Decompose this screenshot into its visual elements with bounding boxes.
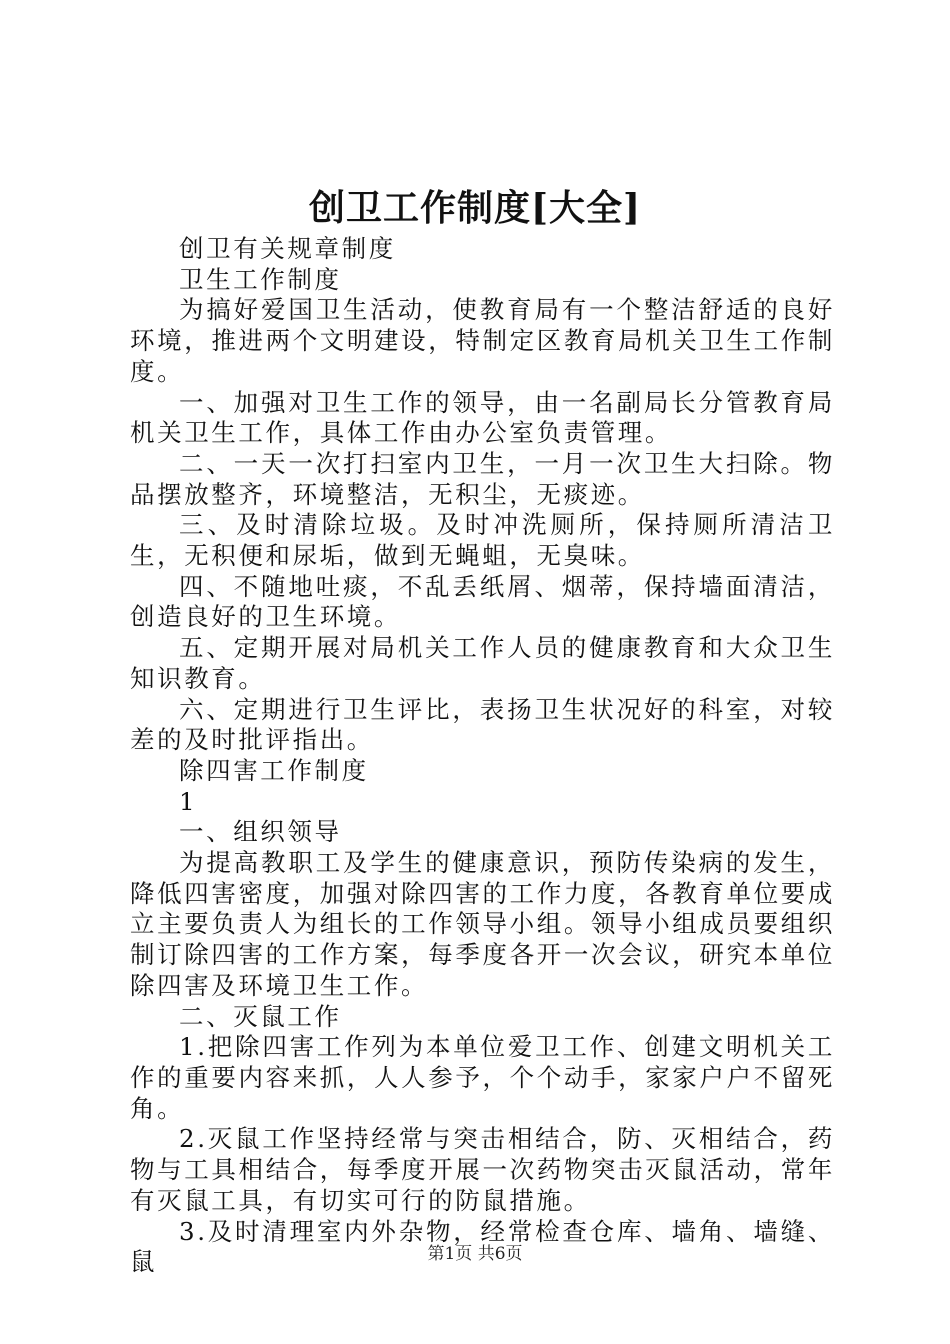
paragraph: 1.把除四害工作列为本单位爱卫工作、创建文明机关工作的重要内容来抓，人人参予，个个动手，家家户户不留死角。 <box>130 1032 835 1123</box>
paragraph: 为搞好爱国卫生活动，使教育局有一个整洁舒适的良好环境，推进两个文明建设，特制定区教育局机关卫生工作制度。 <box>130 295 835 386</box>
page-footer: 第1页 共6页 <box>427 1244 523 1264</box>
paragraph: 二、一天一次打扫室内卫生，一月一次卫生大扫除。物品摆放整齐，环境整洁，无积尘，无痰迹。 <box>130 448 835 509</box>
paragraph: 为提高教职工及学生的健康意识，预防传染病的发生，降低四害密度，加强对除四害的工作力度，各教育单位要成立主要负责人为组长的工作领导小组。领导小组成员要组织制订除四害的工作方案，每季度各开一次会议，研究本单位除四害及环境卫生工作。 <box>130 848 835 1000</box>
paragraph: 一、组织领导 <box>179 817 342 847</box>
paragraph: 3.及时清理室内外杂物，经常检查仓库、墙角、墙缝、鼠 <box>130 1216 835 1277</box>
paragraph: 除四害工作制度 <box>179 755 369 785</box>
paragraph: 三、及时清除垃圾。及时冲洗厕所，保持厕所清洁卫生，无积便和尿垢，做到无蝇蛆，无臭味。 <box>130 510 835 571</box>
paragraph: 1 <box>179 786 198 816</box>
document-body <box>130 234 835 1278</box>
paragraph: 2.灭鼠工作坚持经常与突击相结合，防、灭相结合，药物与工具相结合，每季度开展一次药物突击灭鼠活动，常年有灭鼠工具，有切实可行的防鼠措施。 <box>130 1124 835 1215</box>
paragraph: 六、定期进行卫生评比，表扬卫生状况好的科室，对较差的及时批评指出。 <box>130 694 835 755</box>
paragraph: 四、不随地吐痰，不乱丢纸屑、烟蒂，保持墙面清洁，创造良好的卫生环境。 <box>130 571 835 632</box>
document-title: 创卫工作制度[大全] <box>308 187 642 229</box>
paragraph: 五、定期开展对局机关工作人员的健康教育和大众卫生知识教育。 <box>130 633 835 693</box>
paragraph: 卫生工作制度 <box>179 264 342 294</box>
paragraph: 二、灭鼠工作 <box>179 1001 342 1031</box>
paragraph: 创卫有关规章制度 <box>179 234 396 263</box>
paragraph: 一、加强对卫生工作的领导，由一名副局长分管教育局机关卫生工作，具体工作由办公室负责管理。 <box>130 387 835 448</box>
